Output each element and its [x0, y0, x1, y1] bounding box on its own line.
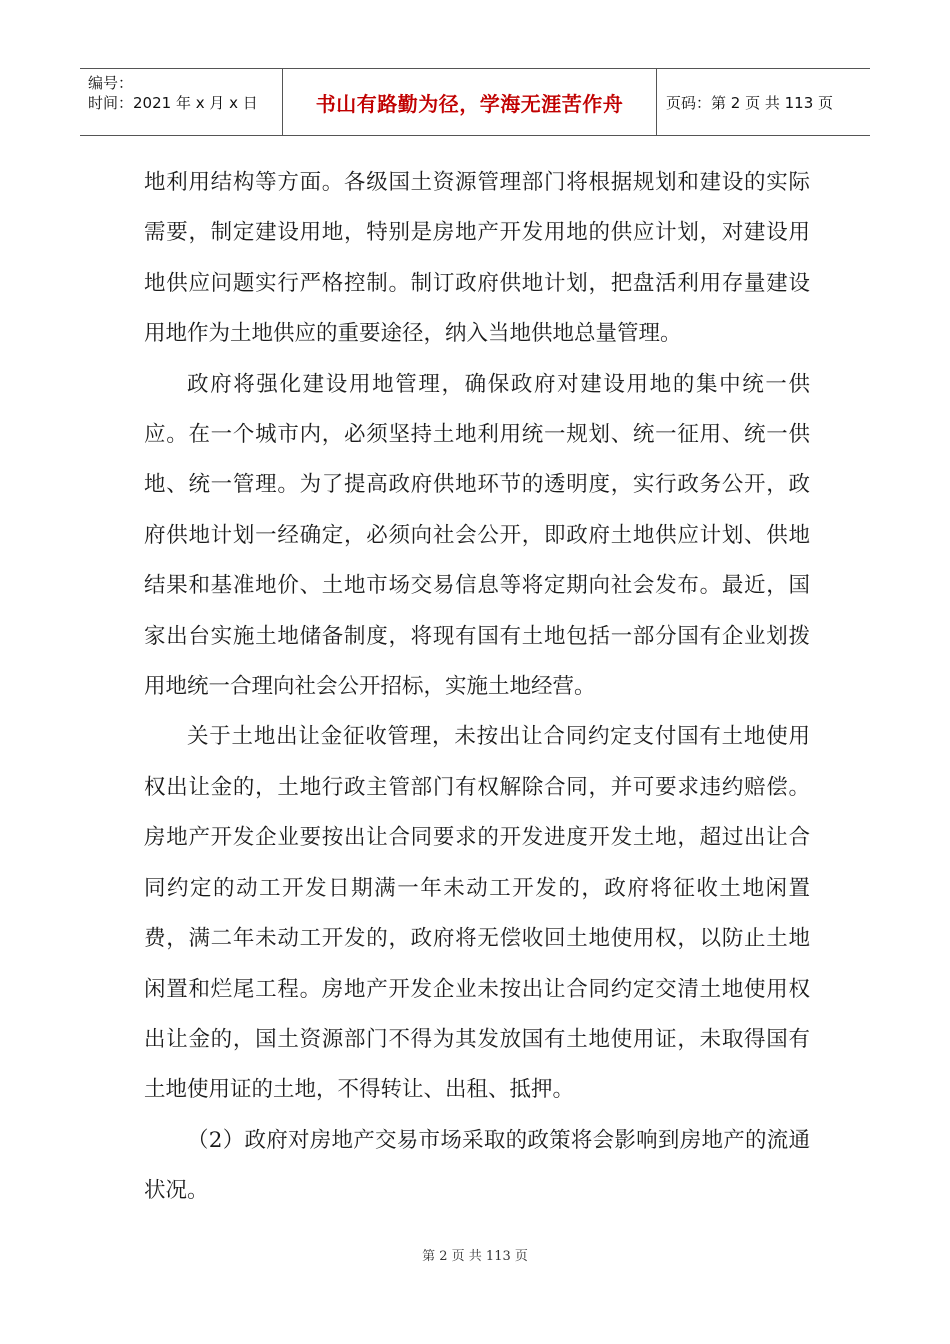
page-header — [80, 68, 870, 136]
header-divider — [656, 69, 657, 135]
header-meta — [88, 73, 258, 113]
body-paragraph: （2）政府对房地产交易市场采取的政策将会影响到房地产的流通状况。 — [144, 1127, 810, 1204]
header-page-number: 页码：第 2 页 共 113 页 — [666, 93, 834, 112]
page-footer: 第 2 页 共 113 页 — [422, 1249, 528, 1264]
body-paragraph: 地利用结构等方面。各级国土资源管理部门将根据规划和建设的实际需要，制定建设用地，特别是房地产开发用地的供应计划，对建设用地供应问题实行严格控制。制订政府供地计划，把盘活利用存量建设用地作为土地供应的重要途径，纳入当地供地总量管理。 — [144, 170, 810, 347]
document-body — [144, 158, 810, 1217]
body-paragraph: 关于土地出让金征收管理，未按出让合同约定支付国有土地使用权出让金的，土地行政主管部门有权解除合同，并可要求违约赔偿。房地产开发企业要按出让合同要求的开发进度开发土地，超过出让合同约定的动工开发日期满一年未动工开发的，政府将征收土地闲置费，满二年未动工开发的，政府将无偿收回土地使用权，以防止土地闲置和烂尾工程。房地产开发企业未按出让合同约定交清土地使用权出让金的，国土资源部门不得为其发放国有土地使用证，未取得国有土地使用证的土地，不得转让、出租、抵押。 — [144, 724, 810, 1103]
body-paragraph: 政府将强化建设用地管理，确保政府对建设用地的集中统一供应。在一个城市内，必须坚持土地利用统一规划、统一征用、统一供地、统一管理。为了提高政府供地环节的透明度，实行政务公开，政府供地计划一经确定，必须向社会公开，即政府土地供应计划、供地结果和基准地价、土地市场交易信息等将定期向社会发布。最近，国家出台实施土地储备制度，将现有国有土地包括一部分国有企业划拨用地统一合理向社会公开招标，实施土地经营。 — [144, 371, 810, 700]
document-number-label: 编号： — [88, 74, 134, 92]
header-motto: 书山有路勤为径，学海无涯苦作舟 — [315, 91, 624, 116]
document-date-label: 时间：2021 年 x 月 x 日 — [88, 94, 258, 112]
